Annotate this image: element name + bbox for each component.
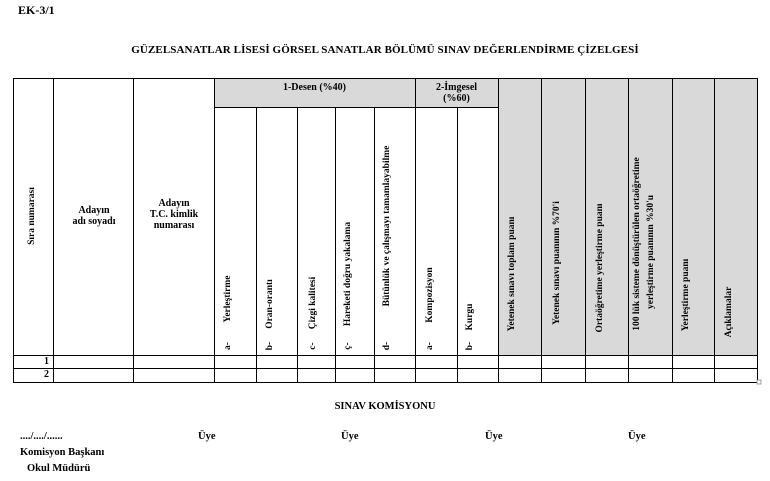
header-100-luk-line1: 100 lük sisteme dönüştürülen ortaöğretime	[632, 157, 642, 331]
header-desen-cc: Hareketi doğru yakalama	[343, 221, 353, 327]
header-desen-a: Yerleştirme	[223, 275, 233, 323]
header-imgesel-a: Kompozisyon	[425, 267, 435, 323]
header-imgesel-b-letter: b-	[465, 341, 475, 351]
row-number-1: 1	[44, 356, 49, 367]
page-title: GÜZELSANATLAR LİSESİ GÖRSEL SANATLAR BÖLÜMÜ SINAV DEĞERLENDİRME ÇİZELGESİ	[131, 44, 639, 56]
header-yerlestirme-puani: Yerleştirme puanı	[681, 258, 691, 332]
school-principal-label: Okul Müdürü	[27, 463, 91, 474]
header-group-desen: 1-Desen (%40)	[282, 82, 347, 93]
annex-number: EK-3/1	[18, 3, 55, 17]
date-placeholder: ..../..../......	[20, 431, 63, 442]
header-100-luk-line2: yerleştirme puanının %30'u	[646, 194, 656, 310]
header-desen-cc-letter: ç-	[343, 342, 353, 350]
header-yuzde-70: Yetenek sınavı puanının %70'i	[552, 201, 562, 325]
header-adi-soyadi-line2: adı soyadı	[72, 216, 116, 227]
header-desen-c-letter: c-	[308, 342, 318, 350]
commission-chair-label: Komisyon Başkanı	[20, 447, 105, 458]
header-tc-line2: T.C. kimlik	[149, 209, 199, 220]
commission-title: SINAV KOMİSYONU	[334, 401, 436, 412]
header-sira: Sıra numarası	[27, 187, 37, 245]
header-tc-kimlik	[134, 198, 214, 231]
header-imgesel-line1: 2-İmgesel	[435, 82, 478, 93]
header-tc-line1: Adayın	[158, 198, 190, 209]
header-desen-b: Oran-orantı	[265, 279, 275, 329]
row-number-2: 2	[44, 369, 49, 380]
header-adi-soyadi	[54, 205, 134, 227]
member-label-2: Üye	[341, 431, 359, 442]
header-desen-d-letter: d-	[382, 341, 392, 351]
header-ortaogretim-puani: Ortaöğretime yerleştirme puanı	[595, 203, 605, 333]
member-label-3: Üye	[485, 431, 503, 442]
header-aciklamalar: Açıklamalar	[724, 286, 734, 338]
header-desen-c: Çizgi kalitesi	[308, 276, 318, 330]
header-adi-soyadi-line1: Adayın	[78, 205, 110, 216]
member-label-1: Üye	[198, 431, 216, 442]
header-imgesel-b: Kurgu	[465, 303, 475, 331]
header-imgesel-a-letter: a-	[425, 342, 435, 350]
header-imgesel-line2: (%60)	[443, 93, 470, 104]
header-group-imgesel	[415, 82, 498, 104]
header-desen-d: Bütünlük ve çalışmayı tamamlayabilme	[382, 145, 392, 307]
header-desen-b-letter: b-	[265, 341, 275, 351]
header-desen-a-letter: a-	[223, 342, 233, 350]
member-label-4: Üye	[628, 431, 646, 442]
header-tc-line3: numarası	[153, 220, 195, 231]
header-toplam-puan: Yetenek sınavı toplam puanı	[507, 216, 517, 332]
